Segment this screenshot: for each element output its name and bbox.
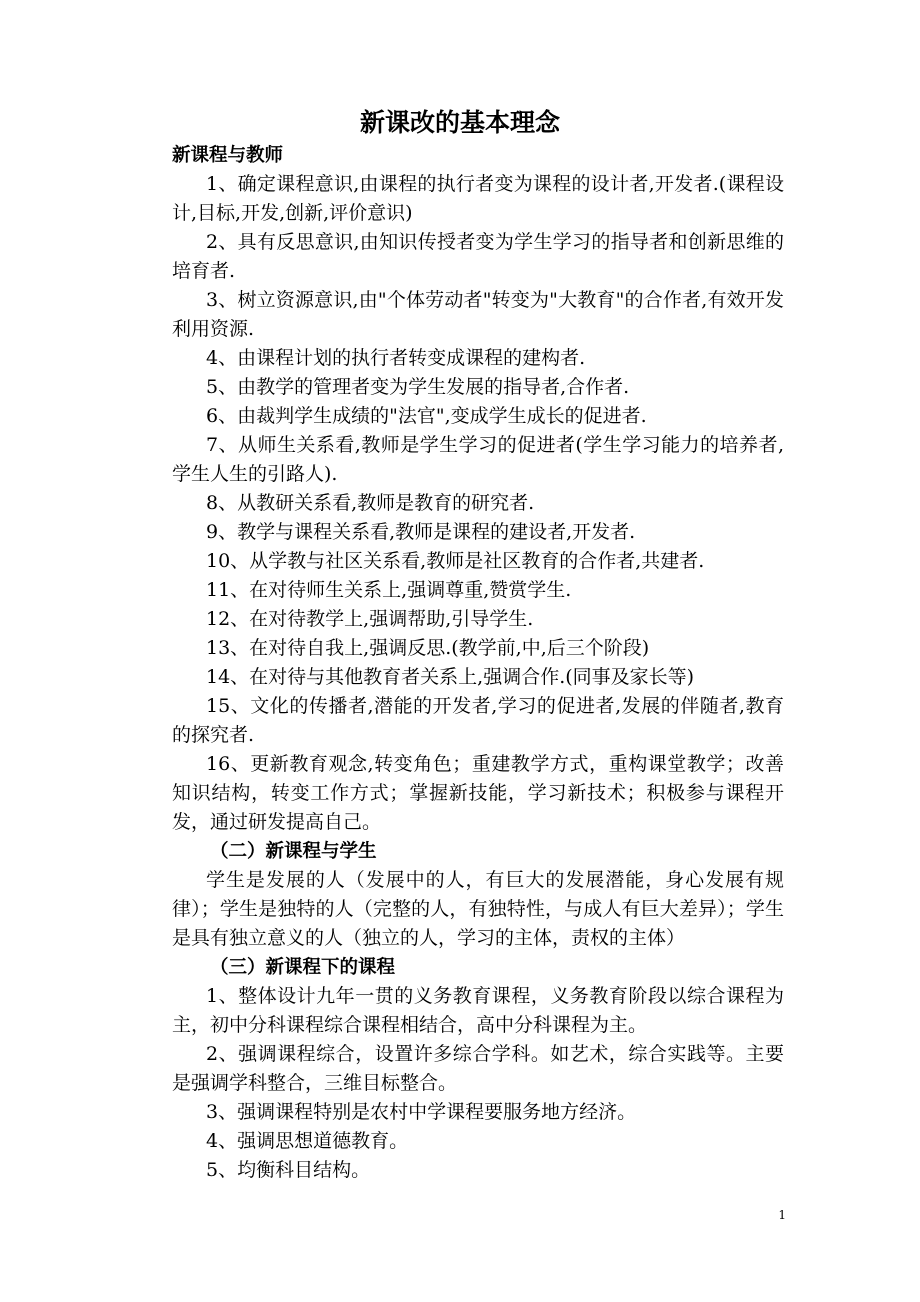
page-number: 1 [778,1208,786,1222]
section1-item: 15、文化的传播者,潜能的开发者,学习的促进者,发展的伴随者,教育的探究者. [172,695,784,746]
page-title: 新课改的基本理念 [359,108,560,137]
section1-item: 1、确定课程意识,由课程的执行者变为课程的设计者,开发者.(课程设计,目标,开发,创新,评价意识) [172,173,784,224]
section3-item: 2、强调课程综合，设置许多综合学科。如艺术，综合实践等。主要是强调学科整合，三维目标整合。 [172,1043,784,1094]
section1-item: 11、在对待师生关系上,强调尊重,赞赏学生. [206,579,572,601]
section3-item: 3、强调课程特别是农村中学课程要服务地方经济。 [206,1101,637,1123]
section1-item: 7、从师生关系看,教师是学生学习的促进者(学生学习能力的培养者,学生人生的引路人). [172,434,784,485]
section1-item: 16、更新教育观念,转变角色；重建教学方式，重构课堂教学；改善知识结构，转变工作方式；掌握新技能，学习新技术；积极参与课程开发，通过研发提高自己。 [172,753,784,833]
section1-item: 6、由裁判学生成绩的"法官",变成学生成长的促进者. [206,405,647,427]
section1-item: 12、在对待教学上,强调帮助,引导学生. [206,608,534,630]
section3-heading: （三）新课程下的课程 [210,957,396,978]
section3-item: 5、均衡科目结构。 [206,1159,371,1181]
section2-paragraph: 学生是发展的人（发展中的人，有巨大的发展潜能，身心发展有规律）；学生是独特的人（完整的人，有独特性，与成人有巨大差异）；学生是具有独立意义的人（独立的人，学习的主体，责权的主体） [172,869,784,949]
section1-heading: 新课程与教师 [172,145,284,166]
section1-item: 2、具有反思意识,由知识传授者变为学生学习的指导者和创新思维的培育者. [172,231,784,282]
section2-heading: （二）新课程与学生 [210,841,377,862]
section1-item: 8、从教研关系看,教师是教育的研究者. [206,492,535,514]
section1-item: 14、在对待与其他教育者关系上,强调合作.(同事及家长等) [206,666,695,688]
section1-item: 13、在对待自我上,强调反思.(教学前,中,后三个阶段) [206,637,650,659]
document-body [172,141,784,1185]
section1-item: 3、树立资源意识,由"个体劳动者"转变为"大教育"的合作者,有效开发利用资源. [172,289,784,340]
section3-item: 1、整体设计九年一贯的义务教育课程，义务教育阶段以综合课程为主，初中分科课程综合课程相结合，高中分科课程为主。 [172,985,784,1036]
section1-item: 9、教学与课程关系看,教师是课程的建设者,开发者. [206,521,636,543]
section1-item: 5、由教学的管理者变为学生发展的指导者,合作者. [206,376,630,398]
section3-item: 4、强调思想道德教育。 [206,1130,409,1152]
section1-item: 4、由课程计划的执行者转变成课程的建构者. [206,347,586,369]
section1-item: 10、从学教与社区关系看,教师是社区教育的合作者,共建者. [206,550,705,572]
